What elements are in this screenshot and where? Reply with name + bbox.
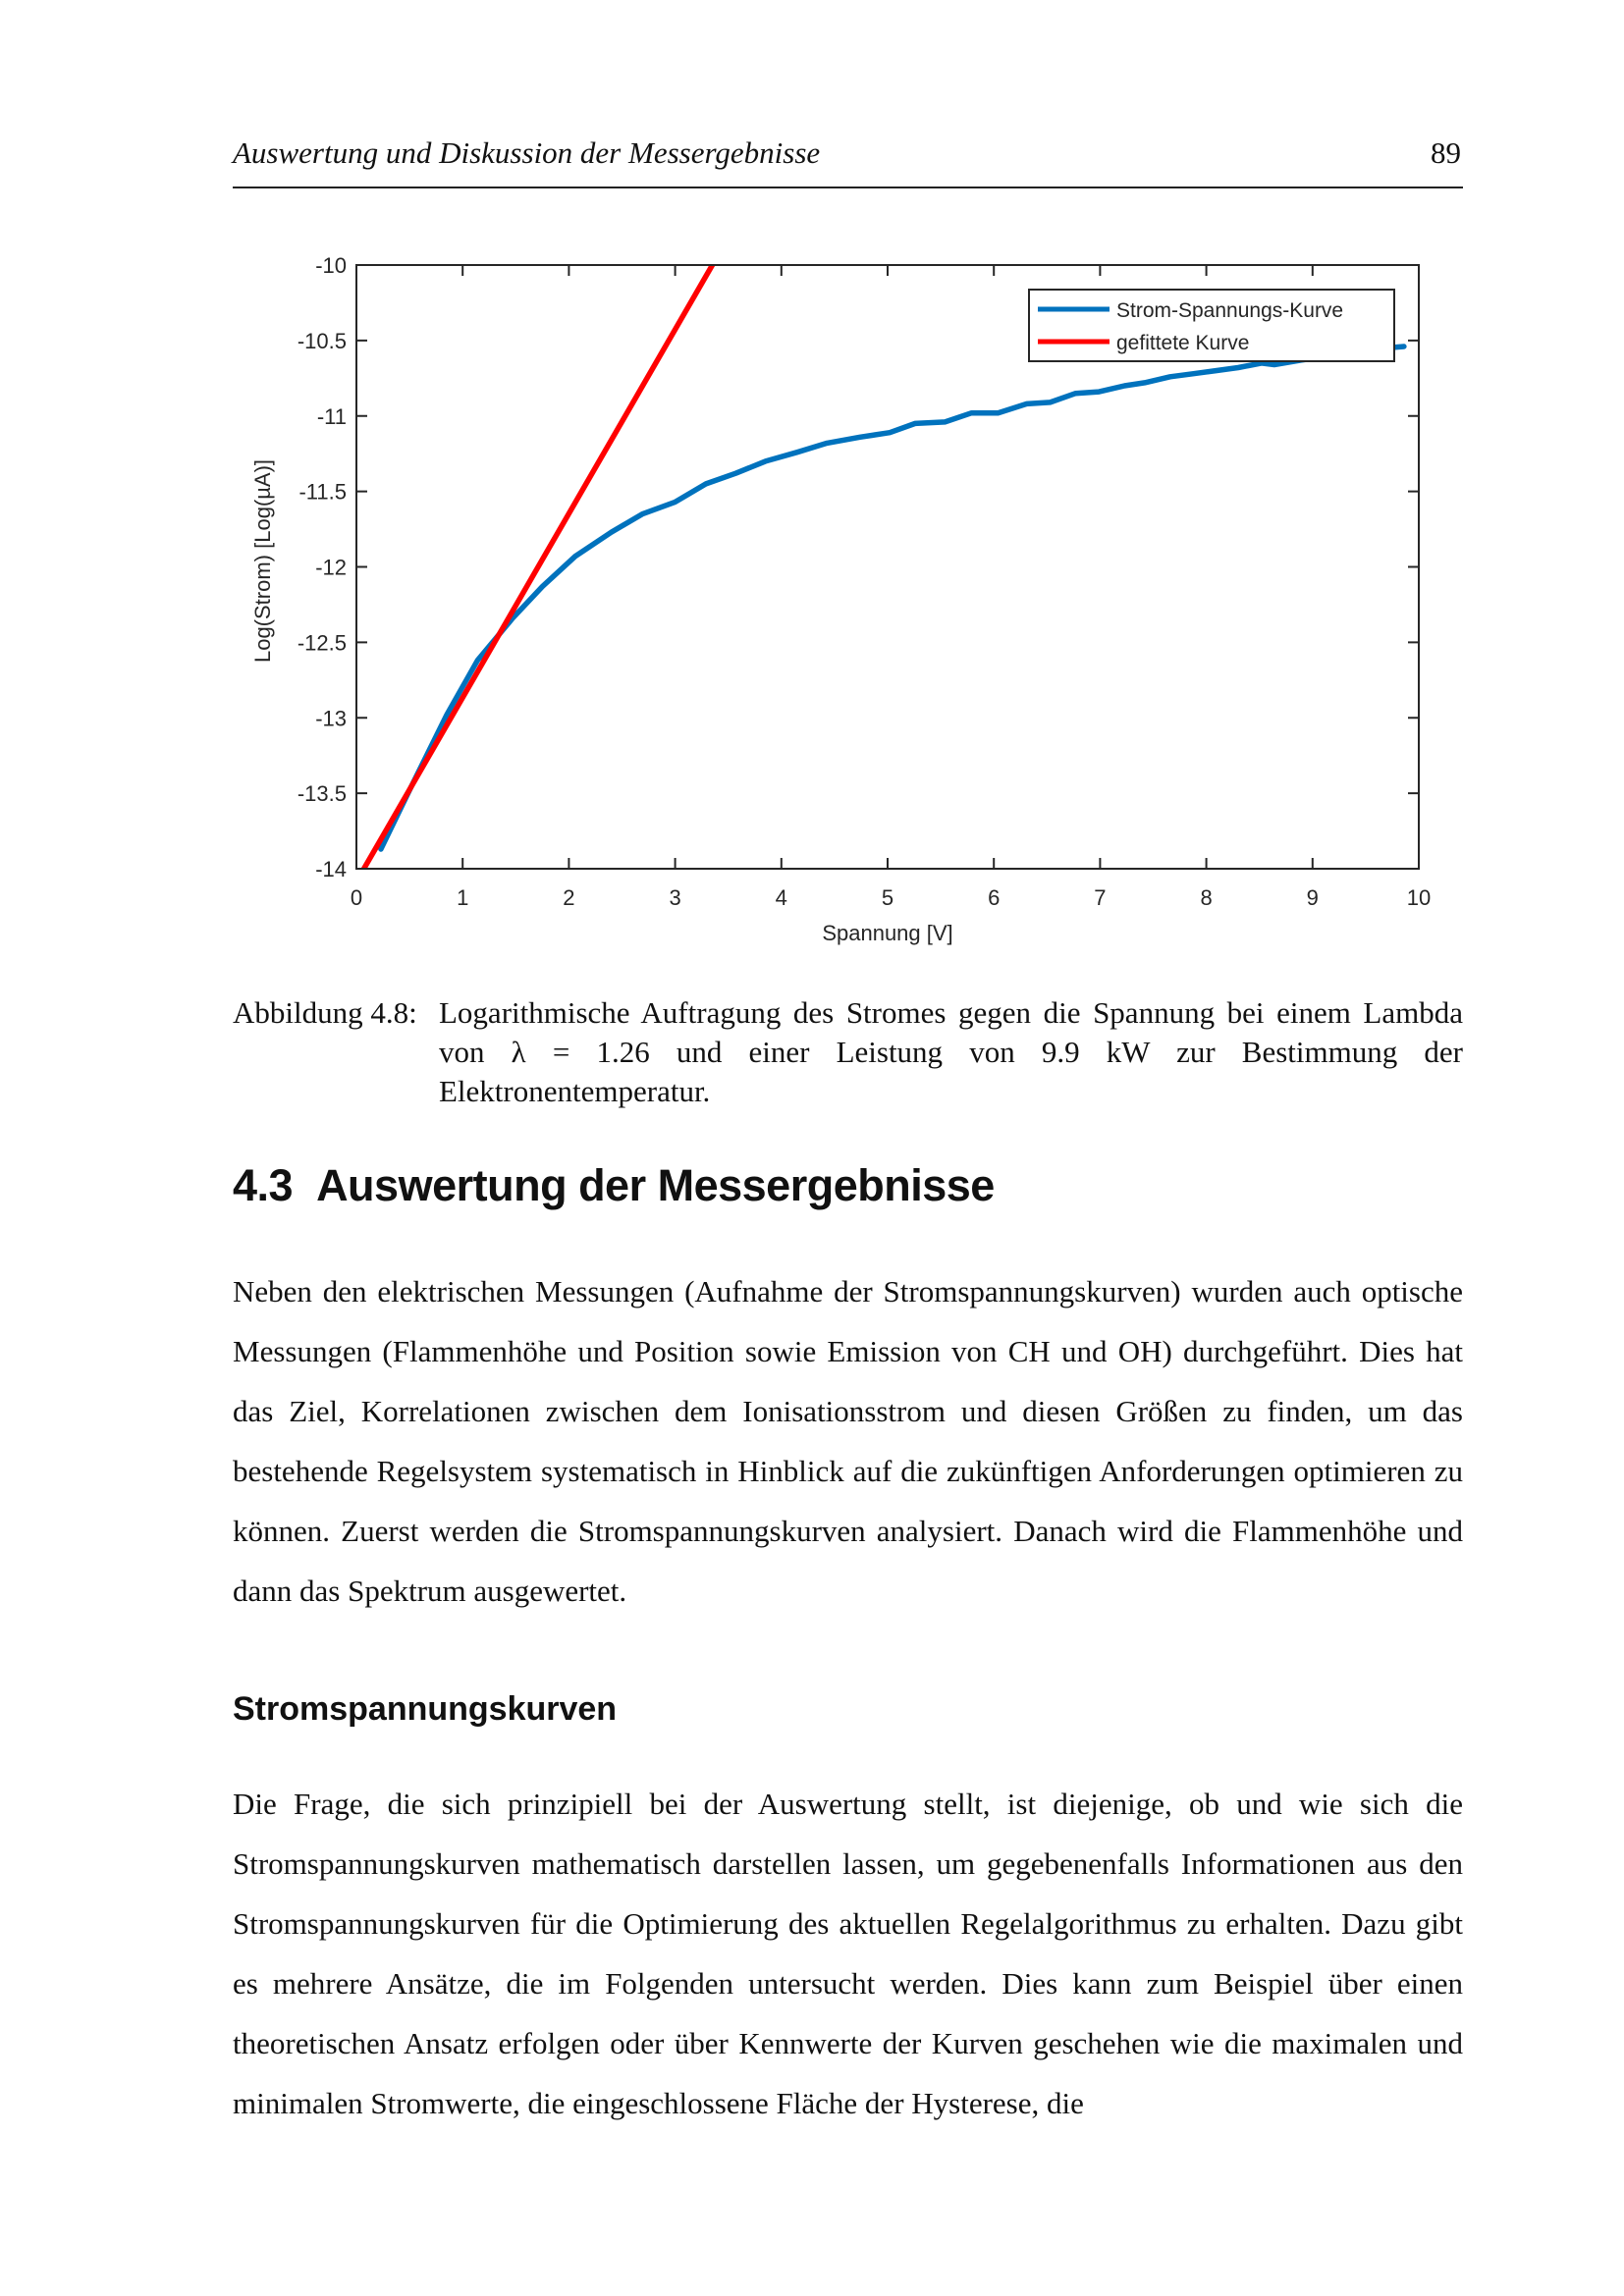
y-tick-label: -13.5 [297,781,347,807]
running-title: Auswertung und Diskussion der Messergebnisse [233,135,821,170]
section-heading [233,1160,995,1211]
x-tick-label: 9 [1306,885,1319,910]
legend-entry: gefittete Kurve [1116,332,1250,354]
x-tick-label: 8 [1200,885,1213,910]
x-tick-label: 1 [457,885,469,910]
x-tick-label: 7 [1094,885,1107,910]
caption-text: Logarithmische Auftragung des Stromes gegen die Spannung bei einem Lambda von λ = 1.26 und einer Leistung von 9.9 kW zur Bestimmung der Elektronentemperatur. [439,995,1463,1108]
x-tick-label: 0 [350,885,363,910]
x-tick-label: 6 [988,885,1001,910]
y-tick-label: -14 [315,857,347,881]
running-header [233,135,1463,188]
y-tick-label: -13 [315,706,347,731]
y-tick-label: -11 [316,403,347,429]
x-tick-label: 4 [775,885,787,910]
caption-label: Abbildung 4.8: [233,995,417,1030]
subsection-heading: Stromspannungskurven [233,1690,618,1728]
section-title: Auswertung der Messergebnisse [316,1160,995,1210]
section-paragraph: Neben den elektrischen Messungen (Aufnahme der Stromspannungskurven) wurden auch optische Messungen (Flammenhöhe und Position sowie Emission von CH und OH) durchgeführt. Dies hat das Ziel, Korrelationen zwischen dem Ionisationsstrom und diesen Größen zu finden, um das bestehende Regelsystem systematisch in Hinblick auf die zukünftigen Anforderungen optimieren zu können. Zuerst werden die Stromspannungskurven analysiert. Danach wird die Flammenhöhe und dann das Spektrum ausgewertet. [233,1274,1463,1608]
x-tick-label: 3 [669,885,681,910]
page-number: 89 [1431,135,1461,170]
figure-caption [233,993,1463,1111]
y-axis-label: Log(Strom) [Log(µA)] [250,458,275,664]
subsection-paragraph: Die Frage, die sich prinzipiell bei der Auswertung stellt, ist diejenige, ob und wie sich die Stromspannungskurven mathematisch darstellen lassen, um gegebenenfalls Informationen aus den Stromspannungskurven für die Optimierung des aktuellen Regelalgorithmus zu erhalten. Dazu gibt es mehrere Ansätze, die im Folgenden untersucht werden. Dies kann zum Beispiel über einen theoretischen Ansatz erfolgen oder über Kennwerte der Kurven geschehen wie die maximalen und minimalen Stromwerte, die eingeschlossene Fläche der Hysterese, die [233,1787,1463,2120]
y-tick-label: -10 [315,253,347,278]
y-tick-label: -11.5 [298,479,347,505]
section-number: 4.3 [233,1160,294,1210]
series-fitted-curve [364,265,713,869]
y-tick-label: -10.5 [297,328,347,353]
legend [1029,290,1394,361]
x-tick-label: 2 [563,885,575,910]
x-tick-label: 5 [881,885,894,910]
figure-iv-curve [226,245,1463,952]
series-measured-curve [381,347,1404,849]
legend-entry: Strom-Spannungs-Kurve [1116,299,1344,322]
x-axis-label: Spannung [V] [822,921,953,945]
line-chart [226,245,1463,952]
y-tick-label: -12.5 [297,630,347,656]
y-tick-label: -12 [315,555,347,580]
x-tick-label: 10 [1406,885,1432,910]
